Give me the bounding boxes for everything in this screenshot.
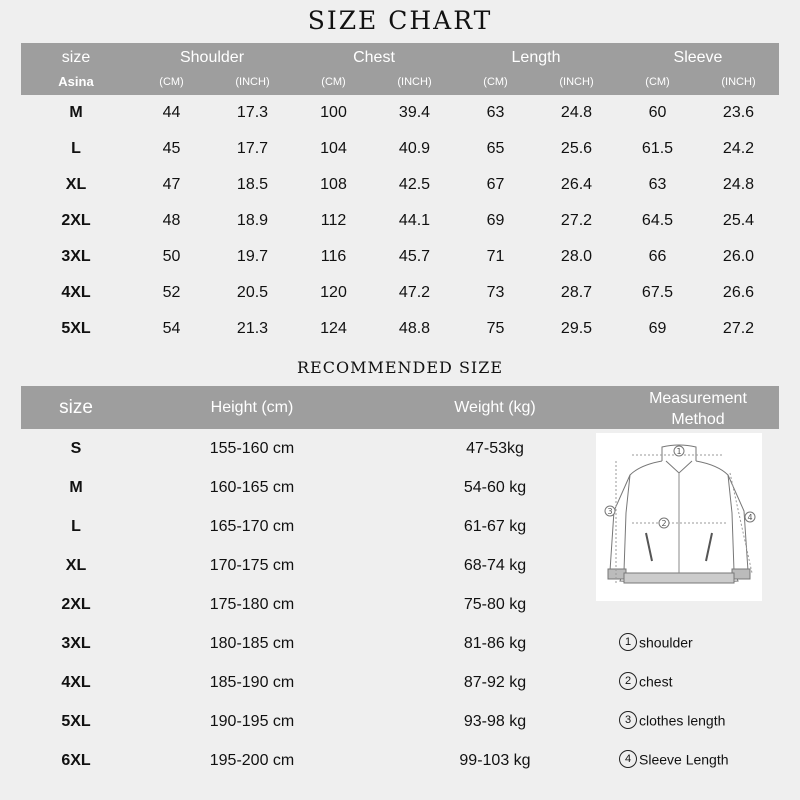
measurement-cell: 120 xyxy=(320,284,347,301)
measurement-cell: 45 xyxy=(162,140,181,157)
measurement-cell: 63 xyxy=(486,104,505,121)
unit-cm: (CM) xyxy=(321,76,346,88)
measurement-cell: 67 xyxy=(486,176,505,193)
unit-inch: (INCH) xyxy=(721,76,756,88)
size-chart-row xyxy=(21,275,779,311)
legend-item xyxy=(619,711,725,729)
weight-cell: 61-67 kg xyxy=(463,518,527,535)
measurement-cell: 73 xyxy=(486,284,505,301)
size-chart-body xyxy=(21,95,779,347)
measurement-cell: 23.6 xyxy=(722,104,755,121)
height-cell: 195-200 cm xyxy=(209,752,295,769)
svg-text:2: 2 xyxy=(661,519,667,528)
measurement-cell: 29.5 xyxy=(560,320,593,337)
measurement-cell: 20.5 xyxy=(236,284,269,301)
measurement-cell: 108 xyxy=(320,176,347,193)
size-cell: XL xyxy=(65,176,87,193)
measurement-cell: 66 xyxy=(648,248,667,265)
measurement-cell: 116 xyxy=(320,248,347,265)
chest-header: Chest xyxy=(353,49,395,66)
height-cell: 190-195 cm xyxy=(209,713,295,730)
rec-size-cell: M xyxy=(69,479,83,496)
size-cell: 5XL xyxy=(61,320,91,337)
size-cell: 2XL xyxy=(61,212,91,229)
size-cell: M xyxy=(69,104,83,121)
unit-cm: (CM) xyxy=(645,76,670,88)
measurement-cell: 124 xyxy=(320,320,347,337)
weight-cell: 81-86 kg xyxy=(463,635,527,652)
measurement-method-header-line2: Method xyxy=(671,411,725,428)
weight-cell: 75-80 kg xyxy=(463,596,527,613)
height-cell: 155-160 cm xyxy=(209,440,295,457)
unit-cm: (CM) xyxy=(483,76,508,88)
size-cell: L xyxy=(71,140,81,157)
size-chart-row xyxy=(21,311,779,347)
unit-inch: (INCH) xyxy=(397,76,432,88)
measurement-cell: 27.2 xyxy=(722,320,755,337)
measurement-cell: 26.4 xyxy=(560,176,593,193)
legend-item xyxy=(619,750,729,768)
measurement-cell: 28.7 xyxy=(560,284,593,301)
rec-size-cell: 2XL xyxy=(61,596,91,613)
svg-text:4: 4 xyxy=(747,513,753,522)
asina-label: Asina xyxy=(58,74,94,89)
measurement-cell: 75 xyxy=(486,320,505,337)
measurement-cell: 39.4 xyxy=(398,104,431,121)
measurement-cell: 28.0 xyxy=(560,248,593,265)
measurement-cell: 100 xyxy=(320,104,347,121)
measurement-cell: 24.8 xyxy=(560,104,593,121)
shoulder-header: Shoulder xyxy=(179,49,245,66)
size-chart-header xyxy=(21,43,779,95)
measurement-cell: 40.9 xyxy=(398,140,431,157)
unit-inch: (INCH) xyxy=(235,76,270,88)
measurement-cell: 26.0 xyxy=(722,248,755,265)
measurement-cell: 21.3 xyxy=(236,320,269,337)
measurement-cell: 67.5 xyxy=(641,284,674,301)
rec-size-header: size xyxy=(59,397,93,418)
size-chart-row xyxy=(21,203,779,239)
measurement-cell: 71 xyxy=(486,248,505,265)
unit-inch: (INCH) xyxy=(559,76,594,88)
svg-text:1: 1 xyxy=(676,447,682,456)
recommended-size-header xyxy=(21,386,779,429)
measurement-cell: 52 xyxy=(162,284,181,301)
legend-label: shoulder xyxy=(639,634,693,651)
measurement-cell: 17.3 xyxy=(236,104,269,121)
size-chart-table xyxy=(21,43,779,347)
weight-cell: 68-74 kg xyxy=(463,557,527,574)
svg-text:3: 3 xyxy=(607,507,613,516)
size-chart-row xyxy=(21,95,779,131)
height-cell: 170-175 cm xyxy=(209,557,295,574)
legend-item xyxy=(619,633,693,651)
measurement-cell: 17.7 xyxy=(236,140,269,157)
measurement-cell: 25.4 xyxy=(722,212,755,229)
legend-label: chest xyxy=(639,673,673,690)
measurement-cell: 69 xyxy=(648,320,667,337)
rec-size-cell: L xyxy=(71,518,81,535)
circled-number-icon: 1 xyxy=(619,633,637,651)
recommended-size-title: RECOMMENDED SIZE xyxy=(296,358,504,377)
legend-item xyxy=(619,672,672,690)
legend-label: Sleeve Length xyxy=(639,751,729,768)
size-chart-row xyxy=(21,131,779,167)
rec-size-cell: 6XL xyxy=(61,752,91,769)
measurement-cell: 27.2 xyxy=(560,212,593,229)
legend-label: clothes length xyxy=(639,712,726,729)
measurement-cell: 47.2 xyxy=(398,284,431,301)
measurement-cell: 19.7 xyxy=(236,248,269,265)
measurement-cell: 44 xyxy=(162,104,181,121)
size-chart-row xyxy=(21,239,779,275)
measurement-method-header-line1: Measurement xyxy=(649,390,747,407)
size-cell: 3XL xyxy=(61,248,91,265)
unit-cm: (CM) xyxy=(159,76,184,88)
size-chart-row xyxy=(21,167,779,203)
measurement-cell: 18.9 xyxy=(236,212,269,229)
circled-number-icon: 4 xyxy=(619,750,637,768)
size-column-header: size xyxy=(61,49,91,66)
size-cell: 4XL xyxy=(61,284,91,301)
measurement-cell: 44.1 xyxy=(398,212,431,229)
length-header: Length xyxy=(511,49,561,66)
rec-size-cell: XL xyxy=(65,557,87,574)
measurement-cell: 63 xyxy=(648,176,667,193)
measurement-cell: 65 xyxy=(486,140,505,157)
measurement-cell: 104 xyxy=(320,140,347,157)
measurement-cell: 18.5 xyxy=(236,176,269,193)
jacket-illustration xyxy=(596,433,762,601)
height-cell: 180-185 cm xyxy=(209,635,295,652)
weight-cell: 99-103 kg xyxy=(459,752,531,769)
measurement-cell: 24.8 xyxy=(722,176,755,193)
height-cell: 185-190 cm xyxy=(209,674,295,691)
measurement-cell: 64.5 xyxy=(641,212,674,229)
height-header: Height (cm) xyxy=(210,399,294,416)
rec-size-cell: 4XL xyxy=(61,674,91,691)
measurement-cell: 26.6 xyxy=(722,284,755,301)
measurement-cell: 24.2 xyxy=(722,140,755,157)
measurement-cell: 61.5 xyxy=(641,140,674,157)
rec-size-cell: S xyxy=(70,440,82,457)
measurement-cell: 48 xyxy=(162,212,181,229)
size-chart-title: SIZE CHART xyxy=(307,6,493,35)
measurement-cell: 112 xyxy=(320,212,347,229)
weight-cell: 47-53kg xyxy=(466,440,524,457)
rec-size-cell: 3XL xyxy=(61,635,91,652)
jacket-measurement-icon xyxy=(596,433,762,601)
sleeve-header: Sleeve xyxy=(673,49,723,66)
circled-number-icon: 2 xyxy=(619,672,637,690)
measurement-cell: 69 xyxy=(486,212,505,229)
height-cell: 175-180 cm xyxy=(209,596,295,613)
weight-cell: 93-98 kg xyxy=(463,713,527,730)
measurement-cell: 50 xyxy=(162,248,181,265)
height-cell: 160-165 cm xyxy=(209,479,295,496)
measurement-cell: 25.6 xyxy=(560,140,593,157)
height-cell: 165-170 cm xyxy=(209,518,295,535)
measurement-cell: 42.5 xyxy=(398,176,431,193)
weight-cell: 54-60 kg xyxy=(463,479,527,496)
measurement-cell: 47 xyxy=(162,176,181,193)
measurement-cell: 48.8 xyxy=(398,320,431,337)
circled-number-icon: 3 xyxy=(619,711,637,729)
measurement-cell: 60 xyxy=(648,104,667,121)
measurement-cell: 54 xyxy=(162,320,181,337)
weight-header: Weight (kg) xyxy=(454,399,536,416)
rec-size-cell: 5XL xyxy=(61,713,91,730)
measurement-cell: 45.7 xyxy=(398,248,431,265)
weight-cell: 87-92 kg xyxy=(463,674,527,691)
